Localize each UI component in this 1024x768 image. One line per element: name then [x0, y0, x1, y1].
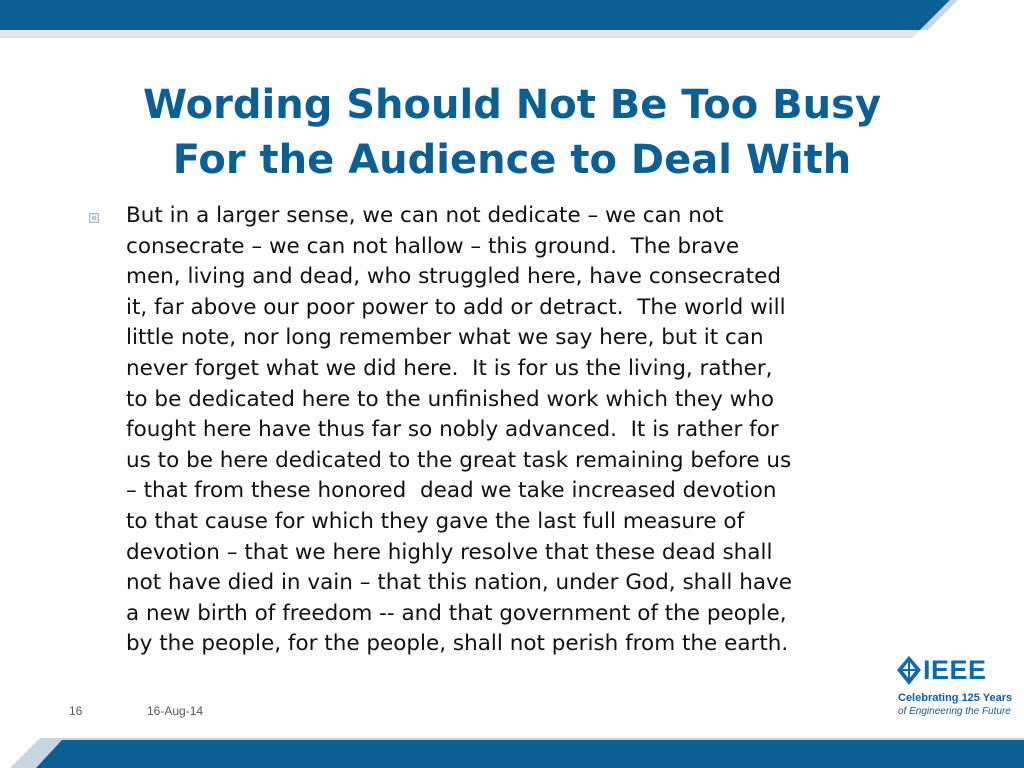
top-decorative-band [0, 0, 1024, 38]
logo-wordmark: IEEE [923, 655, 987, 685]
body-line: by the people, for the people, shall not perish from the earth. [126, 631, 789, 657]
bullet-marker-icon [89, 213, 99, 223]
logo-tagline-2: of Engineering the Future [898, 706, 1011, 717]
body-line: us to be here dedicated to the great task remaining before us [126, 447, 792, 473]
body-line: to that cause for which they gave the last full measure of [126, 508, 745, 534]
slide-date: 16-Aug-14 [147, 704, 204, 718]
logo-tagline-1: Celebrating 125 Years [898, 692, 1013, 704]
slide-number: 16 [69, 704, 83, 718]
ieee-logo [895, 655, 1020, 720]
body-line: to be dedicated here to the unfinished work which they who [126, 386, 775, 412]
body-line: fought here have thus far so nobly advanced. It is rather for [126, 417, 779, 443]
ieee-diamond-kite-icon [895, 655, 923, 687]
body-line: men, living and dead, who struggled here, have consecrated [126, 264, 782, 290]
body-line: not have died in vain – that this nation, under God, shall have [126, 570, 792, 596]
body-line: it, far above our poor power to add or detract. The world will [126, 294, 786, 320]
body-line: devotion – that we here highly resolve that these dead shall [126, 539, 773, 565]
body-line: little note, nor long remember what we say here, but it can [126, 325, 764, 351]
body-line: never forget what we did here. It is for us the living, rather, [126, 355, 773, 381]
slide-body-text [126, 201, 956, 660]
body-line: a new birth of freedom -- and that government of the people, [126, 600, 787, 626]
body-line: – that from these honored dead we take increased devotion [126, 478, 777, 504]
body-line: consecrate – we can not hallow – this ground. The brave [126, 233, 740, 259]
body-line: But in a larger sense, we can not dedicate – we can not [126, 203, 724, 228]
bottom-decorative-band [0, 728, 1024, 768]
slide-title: Wording Should Not Be Too Busy For the Audience to Deal With [142, 82, 882, 183]
